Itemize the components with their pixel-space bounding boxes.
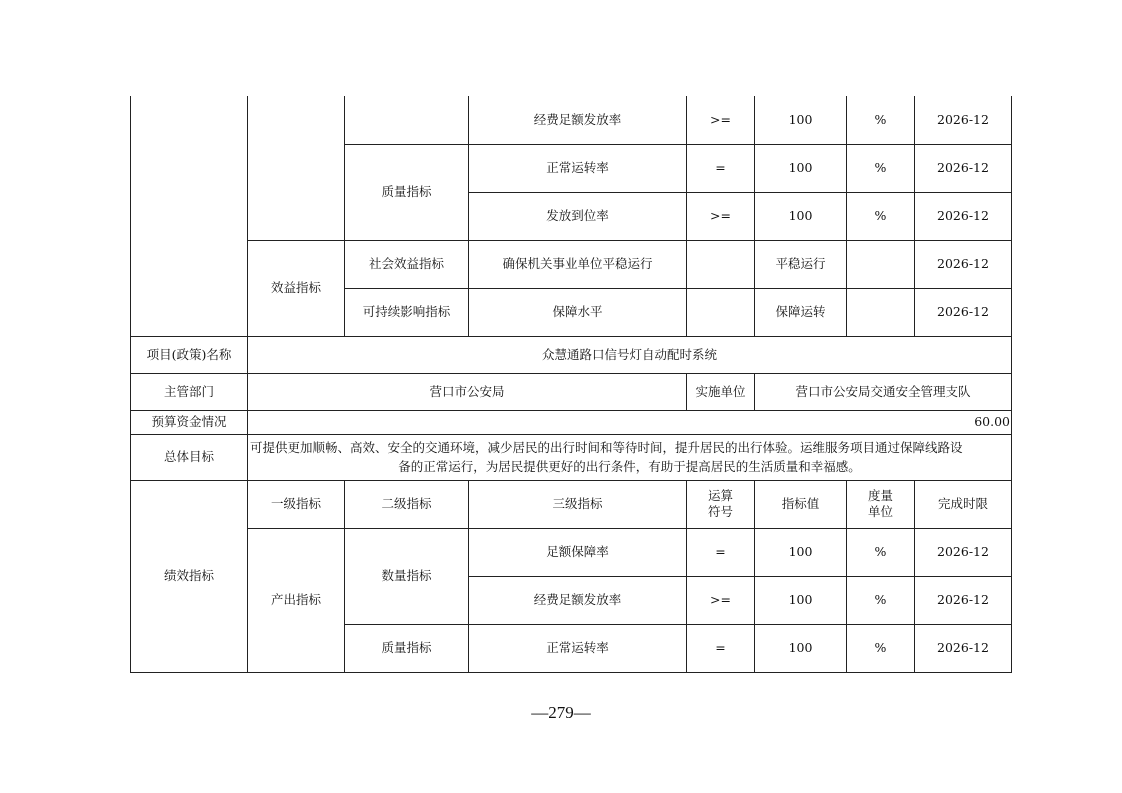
operator-cell: = (687, 624, 755, 672)
target-value-cell: 100 (755, 192, 847, 240)
project-name-label: 项目(政策)名称 (131, 336, 248, 373)
level2-cell: 可持续影响指标 (345, 288, 469, 336)
level3-cell: 正常运转率 (469, 624, 687, 672)
target-value-cell: 保障运转 (755, 288, 847, 336)
level3-cell: 经费足额发放率 (469, 96, 687, 144)
department-value: 营口市公安局 (248, 373, 687, 410)
budget-label: 预算资金情况 (131, 410, 248, 434)
overall-goal-line-2: 备的正常运行，为居民提供更好的出行条件，有助于提高居民的生活质量和幸福感。 (398, 459, 861, 474)
budget-value: 60.00 (248, 410, 1012, 434)
continued-blank-cell (131, 96, 248, 336)
header-target-value: 指标值 (755, 480, 847, 528)
project-name: 众慧通路口信号灯自动配时系统 (248, 336, 1012, 373)
overall-goal-line-1: 可提供更加顺畅、高效、安全的交通环境，减少居民的出行时间和等待时间，提升居民的出行体验。运维服务项目通过保障线路设 (250, 440, 963, 455)
level2-cell: 质量指标 (345, 144, 469, 240)
header-operator (687, 480, 755, 528)
implementing-unit-value: 营口市公安局交通安全管理支队 (755, 373, 1012, 410)
target-value-cell: 100 (755, 624, 847, 672)
level2-cell: 质量指标 (345, 624, 469, 672)
level3-cell: 正常运转率 (469, 144, 687, 192)
header-operator-line-1: 运算 (707, 488, 733, 503)
continued-blank-cell (345, 96, 469, 144)
level3-cell: 确保机关事业单位平稳运行 (469, 240, 687, 288)
overall-goal-label: 总体目标 (131, 434, 248, 480)
header-unit-line-1: 度量 (867, 488, 893, 503)
target-value-cell: 100 (755, 96, 847, 144)
level1-cell: 效益指标 (248, 240, 345, 336)
operator-cell (687, 288, 755, 336)
operator-cell: >= (687, 576, 755, 624)
header-level1: 一级指标 (248, 480, 345, 528)
header-level3: 三级指标 (469, 480, 687, 528)
operator-cell (687, 240, 755, 288)
level2-cell: 数量指标 (345, 528, 469, 624)
target-value-cell: 平稳运行 (755, 240, 847, 288)
unit-cell: % (847, 528, 915, 576)
level3-cell: 经费足额发放率 (469, 576, 687, 624)
deadline-cell: 2026-12 (915, 528, 1012, 576)
implementing-unit-label: 实施单位 (687, 373, 755, 410)
header-level2: 二级指标 (345, 480, 469, 528)
unit-cell: % (847, 96, 915, 144)
operator-cell: = (687, 528, 755, 576)
level3-cell: 足额保障率 (469, 528, 687, 576)
unit-cell: % (847, 144, 915, 192)
department-label: 主管部门 (131, 373, 248, 410)
target-value-cell: 100 (755, 144, 847, 192)
page-number: —279— (531, 703, 591, 722)
unit-cell (847, 288, 915, 336)
level1-cell: 产出指标 (248, 528, 345, 672)
deadline-cell: 2026-12 (915, 576, 1012, 624)
header-unit-line-2: 单位 (867, 504, 893, 519)
deadline-cell: 2026-12 (915, 144, 1012, 192)
target-value-cell: 100 (755, 528, 847, 576)
performance-label: 绩效指标 (131, 480, 248, 672)
header-deadline: 完成时限 (915, 480, 1012, 528)
unit-cell: % (847, 624, 915, 672)
deadline-cell: 2026-12 (915, 96, 1012, 144)
target-value-cell: 100 (755, 576, 847, 624)
operator-cell: >= (687, 96, 755, 144)
unit-cell: % (847, 192, 915, 240)
deadline-cell: 2026-12 (915, 192, 1012, 240)
level3-cell: 发放到位率 (469, 192, 687, 240)
deadline-cell: 2026-12 (915, 240, 1012, 288)
unit-cell (847, 240, 915, 288)
operator-cell: >= (687, 192, 755, 240)
overall-goal-text (248, 434, 1012, 480)
level3-cell: 保障水平 (469, 288, 687, 336)
performance-table (130, 96, 1012, 673)
header-unit (847, 480, 915, 528)
operator-cell: = (687, 144, 755, 192)
unit-cell: % (847, 576, 915, 624)
level2-cell: 社会效益指标 (345, 240, 469, 288)
deadline-cell: 2026-12 (915, 624, 1012, 672)
continued-blank-cell (248, 96, 345, 240)
deadline-cell: 2026-12 (915, 288, 1012, 336)
header-operator-line-2: 符号 (707, 504, 733, 519)
